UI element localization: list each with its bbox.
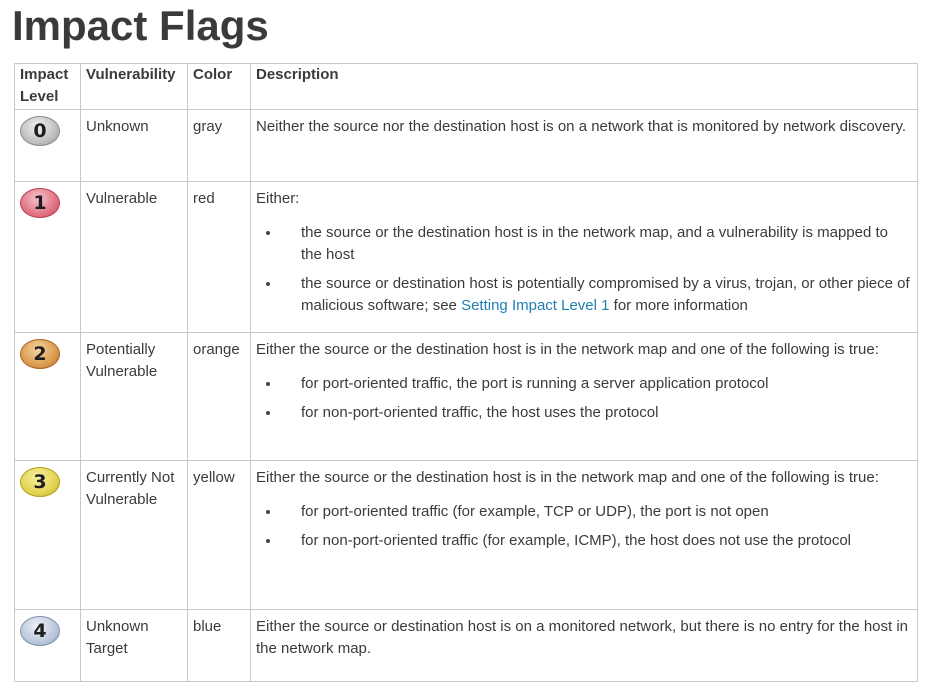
- description-bullet: for non-port-oriented traffic, the host uses the protocol: [301, 402, 912, 424]
- impact-level-number: 4: [33, 620, 47, 642]
- vulnerability-cell: Potentially Vulnerable: [81, 333, 188, 461]
- impact-level-cell: [15, 610, 81, 682]
- page-title: Impact Flags: [12, 2, 269, 49]
- impact-level-cell: [15, 333, 81, 461]
- description-cell: [251, 333, 918, 461]
- impact-level-3-icon: [20, 467, 60, 497]
- impact-level-number: 1: [33, 192, 47, 214]
- description-text: Either the source or the destination host is in the network map and one of the following is true:: [256, 469, 879, 486]
- description-bullet-list: [256, 373, 912, 424]
- impact-level-number: 0: [33, 120, 47, 142]
- header-vulnerability: Vulnerability: [81, 64, 188, 110]
- table-row: [15, 610, 918, 682]
- table-header-row: [15, 64, 918, 110]
- color-cell: orange: [188, 333, 251, 461]
- impact-level-1-icon: [20, 188, 60, 218]
- table-row: [15, 461, 918, 610]
- description-bullet-list: [256, 501, 912, 552]
- color-cell: gray: [188, 110, 251, 182]
- description-text: Either:: [256, 190, 300, 207]
- color-cell: red: [188, 182, 251, 333]
- impact-level-4-icon: [20, 616, 60, 646]
- header-color: Color: [188, 64, 251, 110]
- vulnerability-cell: Currently Not Vulnerable: [81, 461, 188, 610]
- color-cell: yellow: [188, 461, 251, 610]
- header-impact-level-line1: Impact: [20, 66, 69, 83]
- description-cell: [251, 461, 918, 610]
- impact-level-2-icon: [20, 339, 60, 369]
- header-impact-level: [15, 64, 81, 110]
- vulnerability-cell: Unknown Target: [81, 610, 188, 682]
- header-impact-level-line2: Level: [20, 88, 59, 105]
- description-cell: [251, 182, 918, 333]
- impact-level-cell: [15, 461, 81, 610]
- table-row: [15, 110, 918, 182]
- impact-flags-table: [14, 63, 918, 682]
- description-text: Either the source or the destination host is in the network map and one of the following is true:: [256, 341, 879, 358]
- description-text: Neither the source nor the destination host is on a network that is monitored by network discovery.: [256, 118, 907, 135]
- description-cell: [251, 610, 918, 682]
- description-bullet-list: [256, 222, 912, 317]
- description-bullet: for port-oriented traffic (for example, TCP or UDP), the port is not open: [301, 501, 912, 523]
- bullet-text: for more information: [609, 297, 748, 314]
- description-cell: [251, 110, 918, 182]
- color-cell: blue: [188, 610, 251, 682]
- bullet-text: the source or destination host is potentially compromised by a virus, trojan, or other piece of malicious software; see: [301, 275, 910, 314]
- impact-level-number: 3: [33, 471, 47, 493]
- impact-level-0-icon: [20, 116, 60, 146]
- vulnerability-cell: Vulnerable: [81, 182, 188, 333]
- impact-level-cell: [15, 182, 81, 333]
- header-description: Description: [251, 64, 918, 110]
- table-row: [15, 182, 918, 333]
- description-bullet: [301, 273, 912, 317]
- description-bullet: the source or the destination host is in the network map, and a vulnerability is mapped to the host: [301, 222, 912, 266]
- impact-level-cell: [15, 110, 81, 182]
- vulnerability-cell: Unknown: [81, 110, 188, 182]
- impact-level-number: 2: [33, 343, 47, 365]
- setting-impact-level-1-link[interactable]: Setting Impact Level 1: [461, 297, 610, 314]
- table-row: [15, 333, 918, 461]
- description-bullet: for port-oriented traffic, the port is running a server application protocol: [301, 373, 912, 395]
- description-text: Either the source or destination host is on a monitored network, but there is no entry for the host in the network map.: [256, 618, 909, 657]
- description-bullet: for non-port-oriented traffic (for example, ICMP), the host does not use the protocol: [301, 530, 912, 552]
